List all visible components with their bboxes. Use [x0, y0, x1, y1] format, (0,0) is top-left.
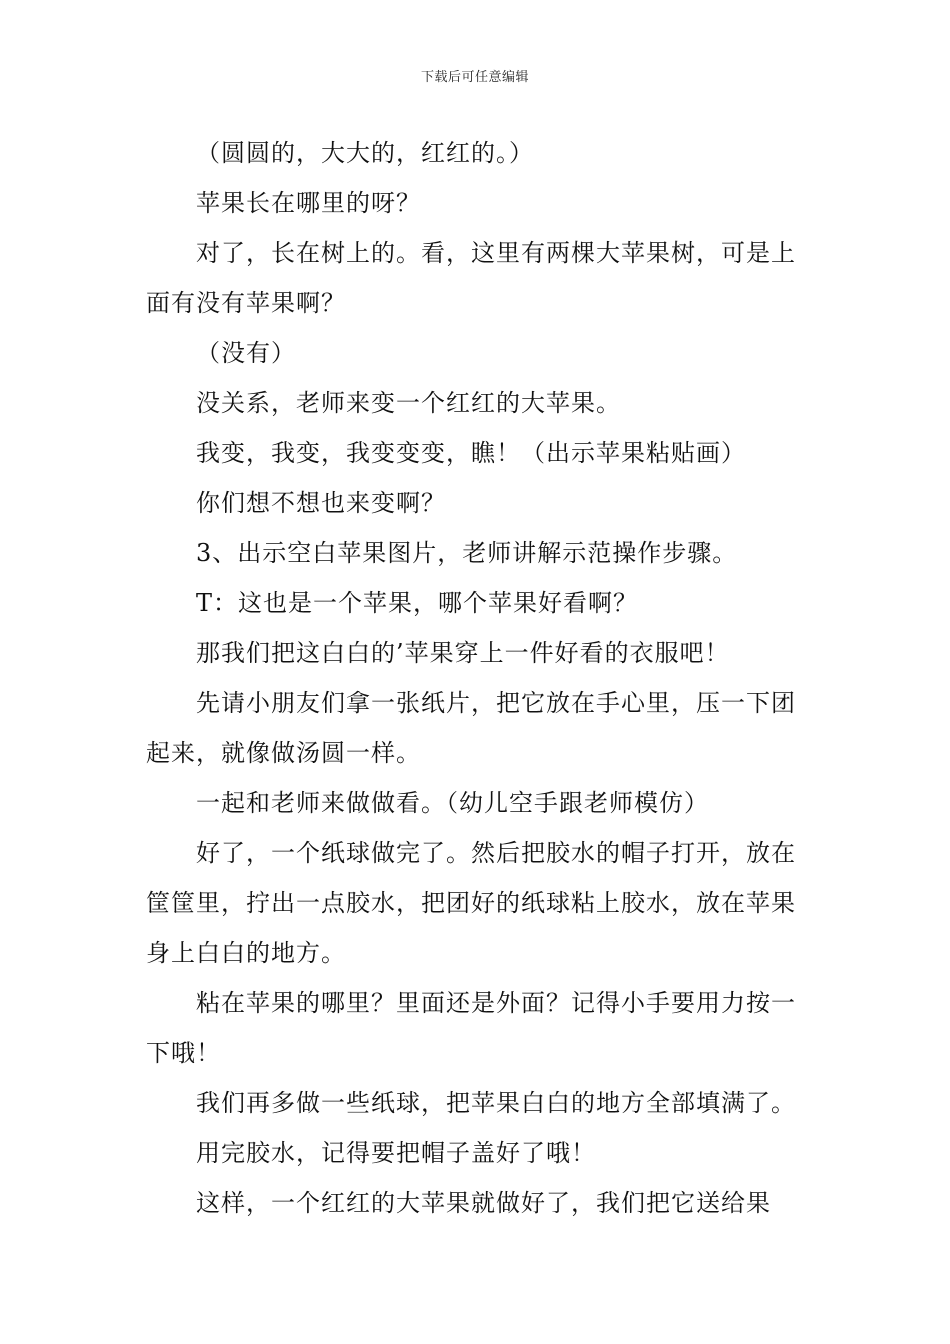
document-body	[146, 128, 806, 1228]
paragraph: 那我们把这白白的’苹果穿上一件好看的衣服吧！	[196, 639, 730, 667]
paragraph: 对了，长在树上的。看，这里有两棵大苹果树，可是上面有没有苹果啊？	[146, 239, 796, 317]
paragraph: 没关系，老师来变一个红红的大苹果。	[196, 389, 621, 417]
paragraph: 用完胶水，记得要把帽子盖好了哦！	[196, 1139, 596, 1167]
paragraph: 一起和老师来做做看。（幼儿空手跟老师模仿）	[196, 789, 709, 817]
paragraph: 粘在苹果的哪里？里面还是外面？记得小手要用力按一下哦！	[146, 989, 796, 1067]
paragraph: 我变，我变，我变变变，瞧！（出示苹果粘贴画）	[196, 439, 746, 467]
paragraph: T：这也是一个苹果，哪个苹果好看啊？	[196, 589, 639, 617]
paragraph: （圆圆的，大大的，红红的。）	[196, 139, 534, 167]
paragraph: 你们想不想也来变啊？	[196, 489, 446, 517]
paragraph: 3、出示空白苹果图片，老师讲解示范操作步骤。	[196, 539, 738, 567]
paragraph: 好了，一个纸球做完了。然后把胶水的帽子打开，放在筐筐里，拧出一点胶水，把团好的纸球粘上胶水，放在苹果身上白白的地方。	[146, 839, 796, 967]
page-header: 下载后可任意编辑	[420, 70, 529, 85]
paragraph: 先请小朋友们拿一张纸片，把它放在手心里，压一下团起来，就像做汤圆一样。	[146, 689, 796, 767]
paragraph: 苹果长在哪里的呀？	[196, 189, 421, 217]
paragraph: 这样，一个红红的大苹果就做好了，我们把它送给果	[196, 1189, 771, 1217]
paragraph: 我们再多做一些纸球，把苹果白白的地方全部填满了。	[196, 1089, 796, 1117]
paragraph: （没有）	[196, 339, 296, 367]
